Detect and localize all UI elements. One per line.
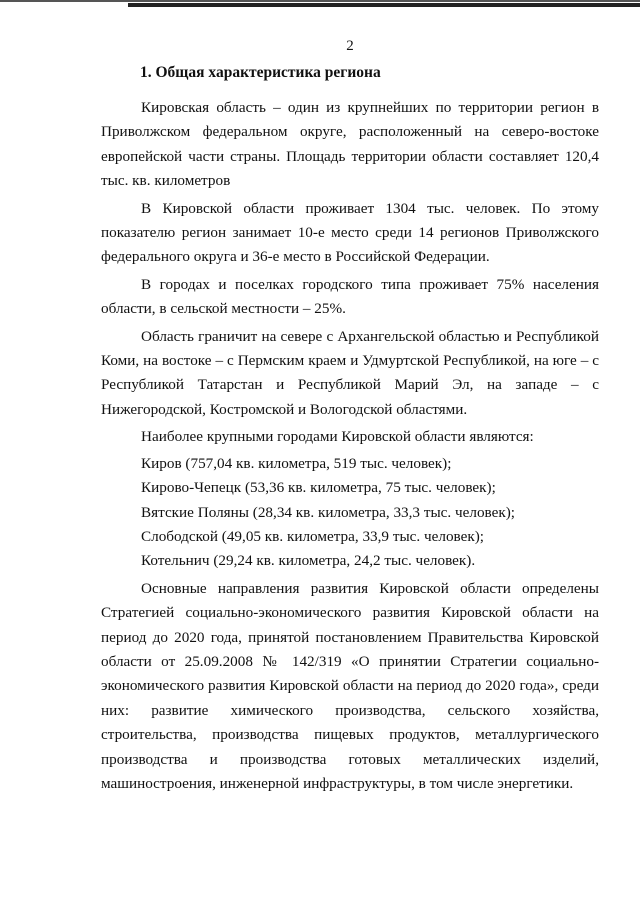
list-item-city: Слободской (49,05 кв. километра, 33,9 тыс. человек); bbox=[141, 527, 485, 545]
paragraph-urban-rural: В городах и поселках городского типа проживает 75% населения области, в сельской местности – 25%. bbox=[101, 275, 599, 318]
document-body bbox=[101, 96, 599, 796]
list-item-city: Котельнич (29,24 кв. километра, 24,2 тыс. человек). bbox=[141, 552, 476, 570]
paragraph-region-overview: Кировская область – один из крупнейших по территории регион в Приволжском федеральном округе, расположенный на северо-востоке европейской части страны. Площадь территории области составляет 120,4 тыс. кв. километров bbox=[101, 99, 599, 190]
list-item-city: Вятские Поляны (28,34 кв. километра, 33,3 тыс. человек); bbox=[141, 503, 516, 521]
top-border-line bbox=[0, 0, 640, 2]
paragraph-borders: Область граничит на севере с Архангельской областью и Республикой Коми, на востоке – с Пермским краем и Удмуртской Республикой, на юге – с Республикой Татарстан и Республикой Марий Эл, на западе – с Нижегородской, Костромской и Вологодской областями. bbox=[101, 327, 599, 418]
paragraph-development-strategy: Основные направления развития Кировской области определены Стратегией социально-экономического развития Кировской области на период до 2020 года, принятой постановлением Правительства Кировской области от 25.09.2008 № 142/319 «О принятии Стратегии социально-экономического развития Кировской области на период до 2020 года», среди них: развитие химического производства, сельского хозяйства, строительства, производства пищевых продуктов, металлургического производства и производства готовых металлических изделий, машиностроения, инженерной инфраструктуры, в том числе энергетики. bbox=[101, 579, 599, 792]
list-item-city: Киров (757,04 кв. километра, 519 тыс. человек); bbox=[141, 454, 452, 472]
city-list bbox=[101, 452, 599, 574]
paragraph-population: В Кировской области проживает 1304 тыс. человек. По этому показателю регион занимает 10-е место среди 14 регионов Приволжского федерального округа и 36-е место в Российской Федерации. bbox=[101, 199, 599, 266]
section-heading: 1. Общая характеристика региона bbox=[140, 64, 381, 81]
top-border-bar bbox=[128, 3, 640, 7]
list-item-city: Кирово-Чепецк (53,36 кв. километра, 75 тыс. человек); bbox=[141, 479, 496, 497]
paragraph-cities-intro: Наиболее крупными городами Кировской области являются: bbox=[141, 428, 534, 446]
page-number: 2 bbox=[346, 38, 354, 54]
